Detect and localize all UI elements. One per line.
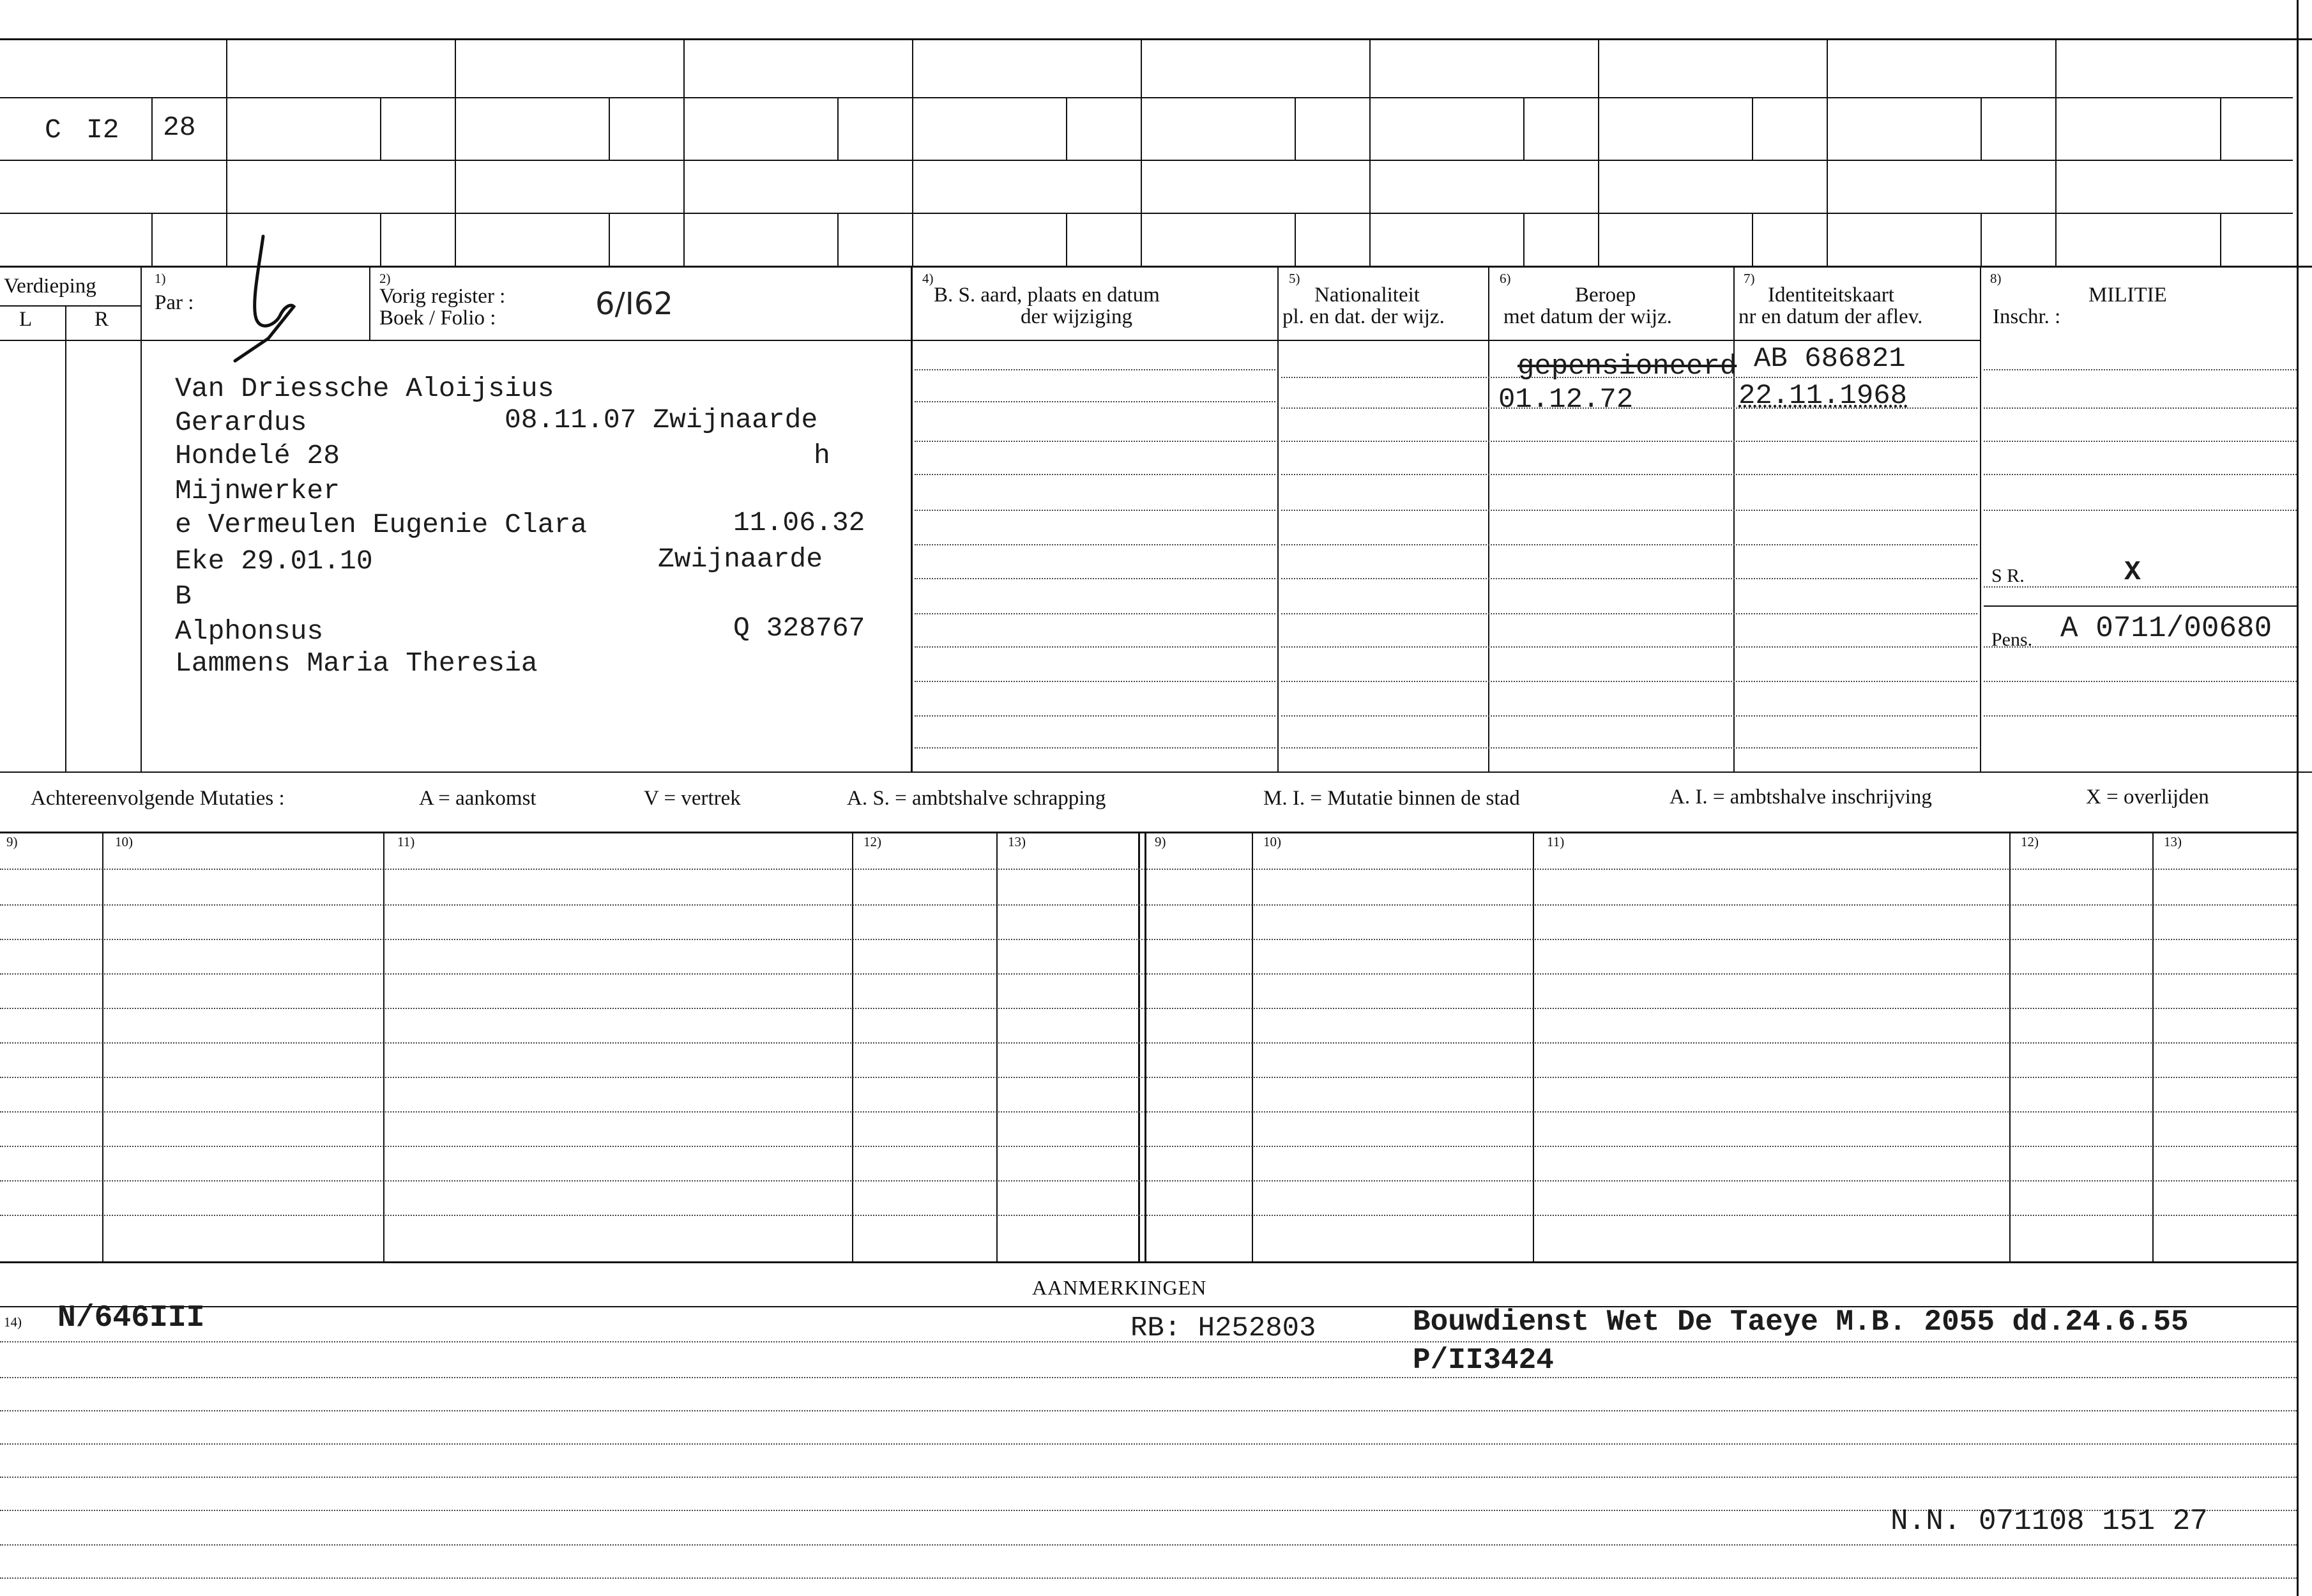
beroep-date: 01.12.72 [1498,384,1634,416]
mut-ruled-line [0,869,2297,870]
person-address: Hondelé 28 [175,440,340,471]
grid-col-line [226,40,227,266]
grid-tick [1752,213,1753,266]
identiteitskaart-label: Identiteitskaart [1768,284,1894,307]
ruled-line [1281,715,1977,717]
person-b: B [175,581,192,612]
field-number-8: 8) [1990,271,2002,286]
ruled-line [1984,715,2297,717]
mut-col-11: 11) [397,834,415,849]
ruled-line [915,646,1275,648]
person-code: Q 328767 [733,612,865,644]
grid-row-line [0,160,2293,161]
mut-ruled-line [0,973,2297,975]
field-number-2: 2) [379,271,391,286]
folio-value: 6/I62 [595,286,673,322]
mut-ruled-line [0,1111,2297,1113]
ruled-line [1984,441,2297,442]
verdieping-line [0,305,142,307]
ruled-line [1281,578,1977,579]
mut-col-10: 10) [115,834,133,849]
col-divider [1488,267,1489,771]
mut-col-12b: 12) [2021,834,2039,849]
mut-ruled-line [0,1146,2297,1147]
legend-mi: M. I. = Mutatie binnen de stad [1263,787,1520,810]
militie-label: MILITIE [2088,284,2167,307]
col-divider [369,267,370,340]
remark-ruled-line [0,1577,2297,1579]
mutaties-title: Achtereenvolgende Mutaties : [31,787,285,810]
person-bottom-line [0,771,2312,773]
field-number-4: 4) [922,271,934,286]
ruled-line [1281,544,1977,545]
beroep-label: Beroep [1575,284,1636,307]
ruled-line [1984,681,2297,682]
ruled-line [915,681,1275,682]
mut-col-line [1138,832,1140,1261]
grid-tick [1523,213,1525,266]
pens-label: Pens. [1991,629,2033,650]
aanmerkingen-title: AANMERKINGEN [1032,1276,1207,1299]
mut-col-line [2009,832,2011,1261]
grid-tick [609,97,610,160]
person-firstname: Gerardus [175,407,307,438]
ruled-line [915,613,1275,614]
mut-ruled-line [0,1042,2297,1044]
person-mother: Lammens Maria Theresia [175,648,538,679]
ruled-line [915,544,1275,545]
mut-ruled-line [0,1008,2297,1009]
identiteitskaart-sub: nr en datum der aflev. [1738,305,1923,328]
grid-tick [1066,213,1067,266]
ruled-line [1984,510,2297,511]
col-divider [1980,267,1981,771]
grid-row-line [0,97,2293,98]
person-spouse-birth: Eke 29.01.10 [175,545,373,577]
sr-label: S R. [1991,565,2025,586]
remark-ruled-line [0,1443,2297,1445]
grid-tick [151,97,153,160]
grid-tick [1981,213,1982,266]
mut-col-10b: 10) [1263,834,1281,849]
grid-col-line [455,40,456,266]
person-spouse-place: Zwijnaarde [658,543,823,575]
ruled-line [1984,369,2297,370]
top-border [0,38,2312,40]
right-edge-line [2297,0,2299,1596]
mut-col-line [852,832,853,1261]
mut-col-11b: 11) [1547,834,1565,849]
grid-tick [1981,97,1982,160]
ruled-line [1281,681,1977,682]
remark-ruled-line [0,1410,2297,1411]
grid-tick [380,97,381,160]
grid-col-line [1141,40,1142,266]
grid-tick [151,213,153,266]
ruled-line [1281,474,1977,475]
remark-nn: N.N. 071108 151 27 [1890,1505,2208,1538]
beroep-sub: met datum der wijz. [1503,305,1672,328]
grid-tick [2220,213,2221,266]
remark-ruled-line [0,1477,2297,1478]
field-number-5: 5) [1289,271,1300,286]
bs-label-line2: der wijziging [1021,305,1133,328]
mut-col-line [383,832,384,1261]
legend-x: X = overlijden [2086,786,2209,809]
mut-col-9: 9) [6,834,18,849]
remark-code: N/646III [57,1301,205,1335]
grid-code-i2: I2 [86,114,119,146]
ruled-line [1281,510,1977,511]
ruled-line [915,510,1275,511]
mut-col-13: 13) [1008,834,1026,849]
mut-col-9b: 9) [1155,834,1166,849]
mut-ruled-line [0,1180,2297,1182]
grid-col-line [1598,40,1599,266]
remark-ruled-line [0,1341,2297,1342]
field-number-7: 7) [1744,271,1755,286]
mut-col-13b: 13) [2164,834,2182,849]
field-number-6: 6) [1500,271,1511,286]
ruled-line [915,578,1275,579]
grid-tick [2220,97,2221,160]
person-occupation: Mijnwerker [175,475,340,506]
grid-tick [1523,97,1525,160]
inschr-label: Inschr. : [1993,305,2061,328]
grid-col-line [912,40,913,266]
nationaliteit-label: Nationaliteit [1314,284,1420,307]
mut-ruled-line [0,1077,2297,1078]
ruled-line [915,441,1275,442]
verdieping-r: R [95,308,109,331]
ruled-line [1281,646,1977,648]
legend-ai: A. I. = ambtshalve inschrijving [1669,786,1932,809]
beroep-value: gepensioneerd [1517,351,1737,383]
grid-tick [1066,97,1067,160]
remark-bouwdienst: Bouwdienst Wet De Taeye M.B. 2055 dd.24.6.55 [1413,1305,2189,1339]
ruled-line [1281,747,1977,749]
grid-tick [609,213,610,266]
col-lr-divider [65,305,66,771]
militie-divider [1984,605,2297,607]
ruled-line [1984,407,2297,409]
mut-ruled-line [0,904,2297,906]
col-divider [141,267,142,771]
field-number-1: 1) [155,271,166,286]
grid-row-line [0,213,2293,214]
mut-ruled-line [0,939,2297,940]
col-divider [911,267,913,771]
verdieping-label: Verdieping [4,275,96,298]
grid-tick [1295,97,1296,160]
ruled-line [1984,474,2297,475]
col-divider [1277,267,1279,771]
mut-col-line [996,832,998,1261]
grid-tick [837,213,839,266]
remark-rb: RB: H252803 [1130,1312,1316,1344]
mut-col-line [1533,832,1534,1261]
mut-ruled-line [0,1215,2297,1216]
person-name: Van Driessche Aloijsius [175,373,554,404]
remark-ruled-line [0,1544,2297,1546]
nationaliteit-sub: pl. en dat. der wijz. [1282,305,1445,328]
ruled-line [1281,441,1977,442]
par-signature [230,230,307,370]
col-divider [1733,267,1735,771]
grid-code-c: C [45,114,61,146]
vorig-register-label: Vorig register : [379,285,506,308]
id-card-date: 22.11.1968 [1738,380,1908,412]
grid-tick [380,213,381,266]
boek-folio-label: Boek / Folio : [379,307,496,330]
legend-a: A = aankomst [419,787,536,810]
grid-col-line [2055,40,2057,266]
verdieping-l: L [19,308,33,331]
legend-as: A. S. = ambtshalve schrapping [847,787,1106,810]
person-birth: 08.11.07 Zwijnaarde [505,404,818,436]
bs-label-line1: B. S. aard, plaats en datum [934,284,1160,307]
ruled-line [915,369,1275,370]
par-label: Par : [155,291,194,314]
ruled-line [915,747,1275,749]
grid-tick [1295,213,1296,266]
sr-value: X [2124,556,2141,588]
ruled-line [1281,613,1977,614]
person-h-mark: h [814,440,830,471]
person-spouse: e Vermeulen Eugenie Clara [175,509,588,540]
legend-v: V = vertrek [644,787,741,810]
id-card-number: AB 686821 [1754,343,1906,375]
grid-code-28: 28 [163,112,196,143]
person-father: Alphonsus [175,616,324,647]
remark-ruled-line [0,1377,2297,1378]
grid-tick [1752,97,1753,160]
grid-bottom-line [0,266,2312,268]
person-marriage-date: 11.06.32 [733,507,865,538]
field-number-14: 14) [4,1314,22,1330]
ruled-line [915,401,1275,402]
mut-col-12: 12) [863,834,881,849]
mut-col-line [1145,832,1146,1261]
grid-col-line [683,40,685,266]
grid-tick [837,97,839,160]
grid-col-line [1827,40,1828,266]
ruled-line [915,474,1275,475]
mut-col-line [102,832,103,1261]
mutaties-top-line [0,832,2297,833]
mutaties-bottom-line [0,1261,2297,1263]
mut-col-line [1252,832,1253,1261]
ruled-line [915,715,1275,717]
grid-col-line [1369,40,1371,266]
pens-value: A 0711/00680 [2060,612,2272,645]
remark-p-number: P/II3424 [1413,1344,1554,1377]
mut-col-line [2152,832,2154,1261]
